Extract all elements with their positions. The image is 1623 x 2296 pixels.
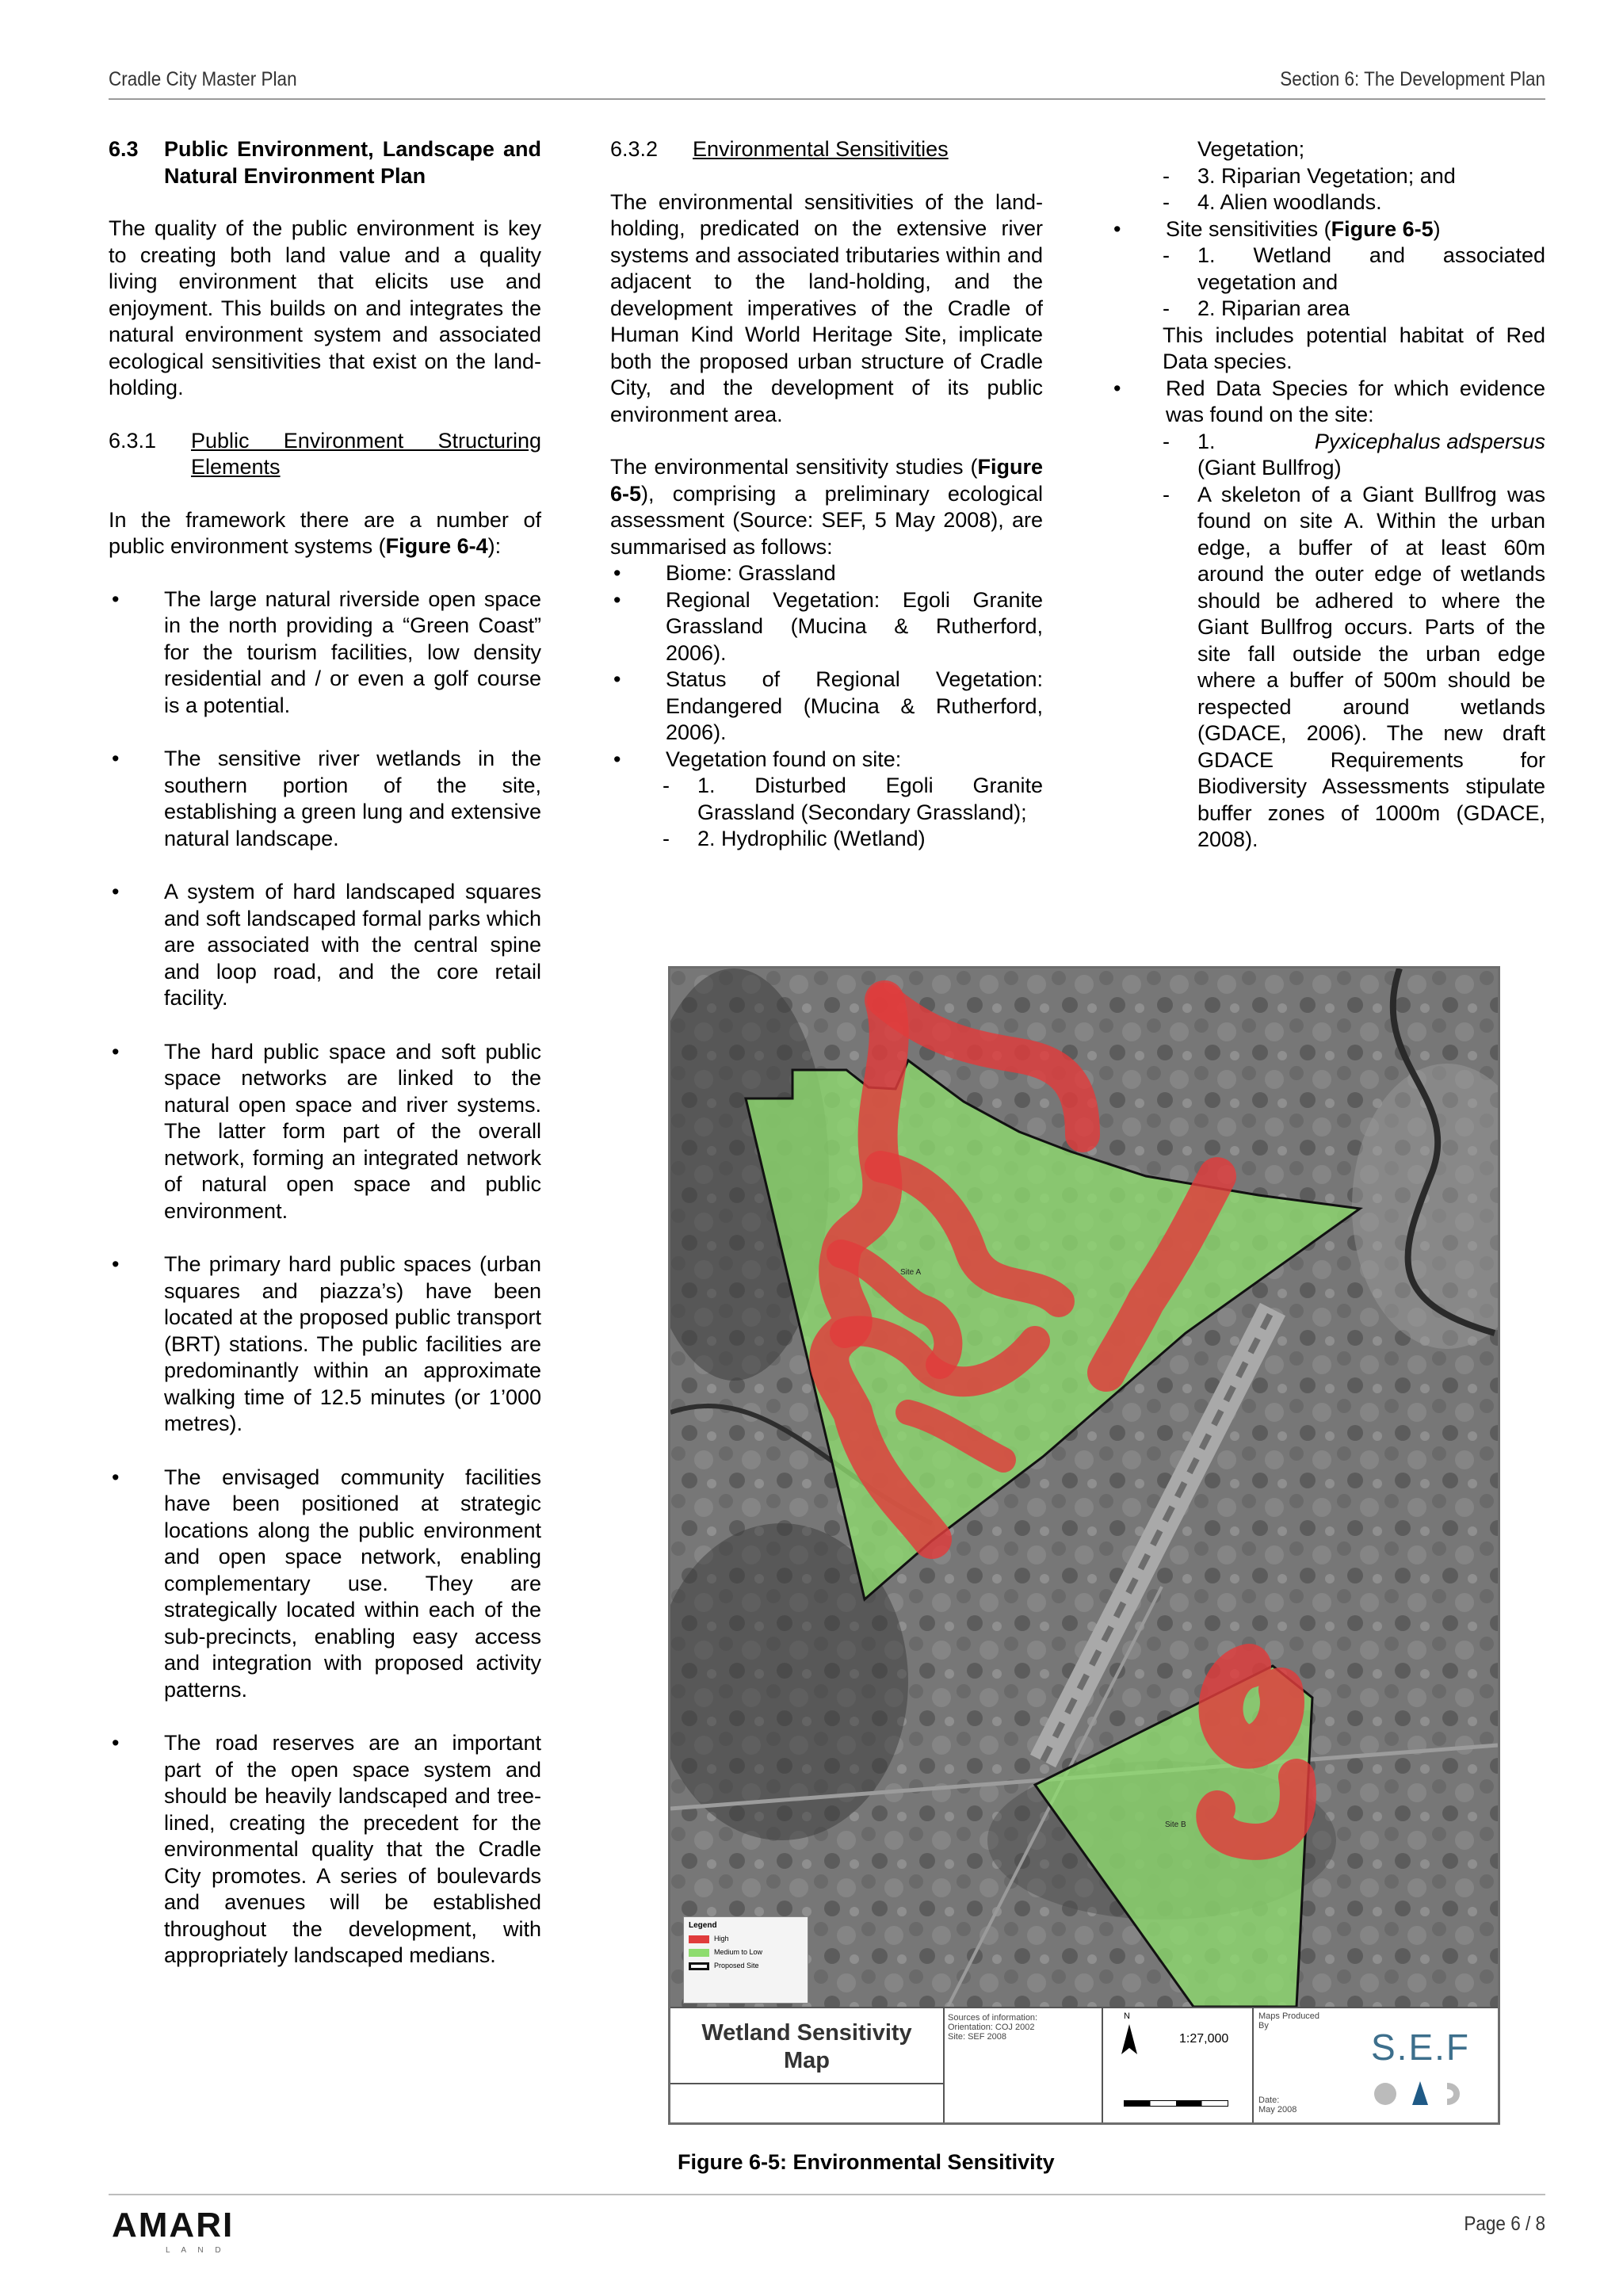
medium-swatch-icon bbox=[689, 1949, 709, 1957]
site-outline-swatch-icon bbox=[689, 1962, 709, 1970]
map-title: Wetland Sensitivity Map bbox=[670, 2008, 945, 2124]
page-footer bbox=[109, 2194, 1545, 2254]
sub-list-item: - 1. Wetland and associated vegetation and bbox=[1163, 243, 1545, 294]
list-item: • The sensitive river wetlands in the southern portion of the site, establishing a green lung and extensive natural landscape. bbox=[112, 747, 541, 850]
wetland-sensitivity-map bbox=[668, 966, 1500, 2125]
section-heading-6-3: 6.3 Public Environment, Landscape and Natural Environment Plan bbox=[109, 137, 541, 188]
map-legend bbox=[683, 1916, 808, 2004]
svg-text:L A N D: L A N D bbox=[166, 2246, 226, 2254]
list-item: • Status of Regional Vegetation: Endangered (Mucina & Rutherford, 2006). bbox=[613, 667, 1043, 744]
list-item: • The primary hard public spaces (urban squares and piazza’s) have been located at the proposed public transport (BRT) stations. The public facilities are predominantly within an approximate walking time of 12.5 minutes (or 1’000 metres). bbox=[112, 1252, 541, 1435]
aerial-photo bbox=[670, 968, 1498, 2007]
sub-list-item: - 1. Pyxicephalus adspersus (Giant Bullfrog) bbox=[1163, 429, 1545, 479]
sub-list-item: - 1. Disturbed Egoli Granite Grassland (Secondary Grassland); bbox=[663, 774, 1043, 824]
map-producer: Maps Produced By S.E.F Date: May 2008 bbox=[1258, 2011, 1471, 2115]
map-scale: 1:27,000 bbox=[1179, 2032, 1229, 2046]
high-swatch-icon bbox=[689, 1935, 709, 1943]
north-and-scale: N 1:27,000 bbox=[1103, 2008, 1254, 2124]
site-b-label: Site B bbox=[1165, 1820, 1186, 1829]
list-item: • Biome: Grassland bbox=[613, 561, 836, 585]
svg-text:AMARI: AMARI bbox=[112, 2208, 235, 2244]
amari-logo bbox=[112, 2208, 278, 2254]
list-item: • Site sensitivities (Figure 6-5) bbox=[1113, 216, 1441, 241]
north-arrow-icon bbox=[1121, 2024, 1138, 2056]
sub-list-item: - 3. Riparian Vegetation; and bbox=[1163, 163, 1456, 188]
sub-list-item: - 4. Alien woodlands. bbox=[1163, 190, 1382, 214]
sub-list-item: - 2. Riparian area bbox=[1163, 296, 1350, 320]
site-note: This includes potential habitat of Red Data species. bbox=[1163, 323, 1545, 373]
column-1 bbox=[109, 136, 541, 1969]
list-item: • Red Data Species for which evidence was found on the site: bbox=[1113, 376, 1545, 426]
site-a-label: Site A bbox=[900, 1268, 922, 1277]
list-item: • The hard public space and soft public space networks are linked to the natural open space and river systems. The latter form part of the overall network, forming an integrated network of natural open space and public environment. bbox=[112, 1039, 541, 1223]
legend-title: Legend bbox=[689, 1921, 717, 1930]
legend-item-medium: Medium to Low bbox=[689, 1947, 803, 1958]
scale-bar bbox=[1124, 2100, 1228, 2107]
list-item: • The large natural riverside open space in the north providing a “Green Coast” for the tourism facilities, low density residential and / or even a golf course is a potential. bbox=[112, 586, 541, 717]
subsection-heading-6-3-2: 6.3.2 Environmental Sensitivities bbox=[610, 137, 949, 161]
subsection-heading-6-3-1: 6.3.1 Public Environment Structuring Elements bbox=[109, 428, 541, 479]
list-item: • Regional Vegetation: Egoli Granite Grassland (Mucina & Rutherford, 2006). bbox=[613, 587, 1043, 665]
page-number: Page 6 / 8 bbox=[1464, 2213, 1545, 2235]
page-header bbox=[109, 67, 1545, 100]
framework-paragraph: In the framework there are a number of public environment systems (Figure 6-4): bbox=[109, 507, 541, 558]
sub-list-continuation: Vegetation; bbox=[1197, 137, 1305, 161]
column-2 bbox=[610, 136, 1043, 853]
header-section-title: Section 6: The Development Plan bbox=[1280, 68, 1545, 90]
sef-emblem-icon bbox=[1371, 2076, 1466, 2111]
legend-item-site: Proposed Site bbox=[689, 1961, 803, 1971]
intro-paragraph: The quality of the public environment is key to creating both land value and a quality living environment that elicits use and enjoyment. This builds on and integrates the natural environment system and associated ecological sensitivities that exist on the land-holding. bbox=[109, 216, 541, 399]
figure-reference: Figure 6-5 bbox=[1331, 216, 1434, 241]
sub-list-item: - A skeleton of a Giant Bullfrog was found on site A. Within the urban edge, a buffer of at least 60m around the outer edge of wetlands should be adhered to where the Giant Bullfrog occurs. Parts of the site fall outside the urban edge where a buffer of 500m should be respected around wetlands (GDACE, 2006). The new draft GDACE Requirements for Biodiversity Assessments stipulate buffer zones of 1000m (GDACE, 2008). bbox=[1163, 482, 1545, 851]
species-name: Pyxicephalus adspersus bbox=[1314, 429, 1545, 453]
figure-reference: Figure 6-4 bbox=[385, 534, 488, 558]
sub-list-item: - 2. Hydrophilic (Wetland) bbox=[663, 827, 926, 850]
list-item: • Vegetation found on site: bbox=[613, 747, 902, 771]
figure-caption: Figure 6-5: Environmental Sensitivity bbox=[678, 2150, 1055, 2174]
sensitivities-paragraph: The environmental sensitivities of the land-holding, predicated on the extensive river systems and associated tributaries within and adjacent to the land-holding, and the development imperatives of the Cradle of Human Kind World Heritage Site, implicate both the proposed urban structure of Cradle City, and the development of its public environment area. bbox=[610, 189, 1043, 426]
studies-paragraph: The environmental sensitivity studies (Figure 6-5), comprising a preliminary ecological assessment (Source: SEF, 5 May 2008), are summarised as follows: bbox=[610, 455, 1043, 559]
list-item: • The envisaged community facilities have been positioned at strategic locations along the public environment and open space network, enabling complementary use. They are strategically located within each of the sub-precincts, enabling easy access and integration with proposed activity patterns. bbox=[112, 1465, 541, 1702]
map-title-block bbox=[670, 2007, 1498, 2124]
header-document-title: Cradle City Master Plan bbox=[109, 68, 297, 90]
figure-reference: Figure 6-5 bbox=[610, 455, 1043, 506]
list-item: • The road reserves are an important part of the open space system and should be heavily landscaped and tree-lined, creating the precedent for the environmental quality that the Cradle City promotes. A series of boulevards and avenues will be established throughout the development, with appropriately landscaped medians. bbox=[112, 1731, 541, 1967]
sef-logo: S.E.F bbox=[1371, 2027, 1471, 2068]
legend-item-high: High bbox=[689, 1934, 803, 1944]
list-item: • A system of hard landscaped squares and soft landscaped formal parks which are associated with the central spine and loop road, and the core retail facility. bbox=[112, 880, 541, 1010]
map-sources: Sources of information: Orientation: COJ 2002 Site: SEF 2008 bbox=[945, 2008, 1103, 2124]
column-3 bbox=[1110, 136, 1545, 854]
